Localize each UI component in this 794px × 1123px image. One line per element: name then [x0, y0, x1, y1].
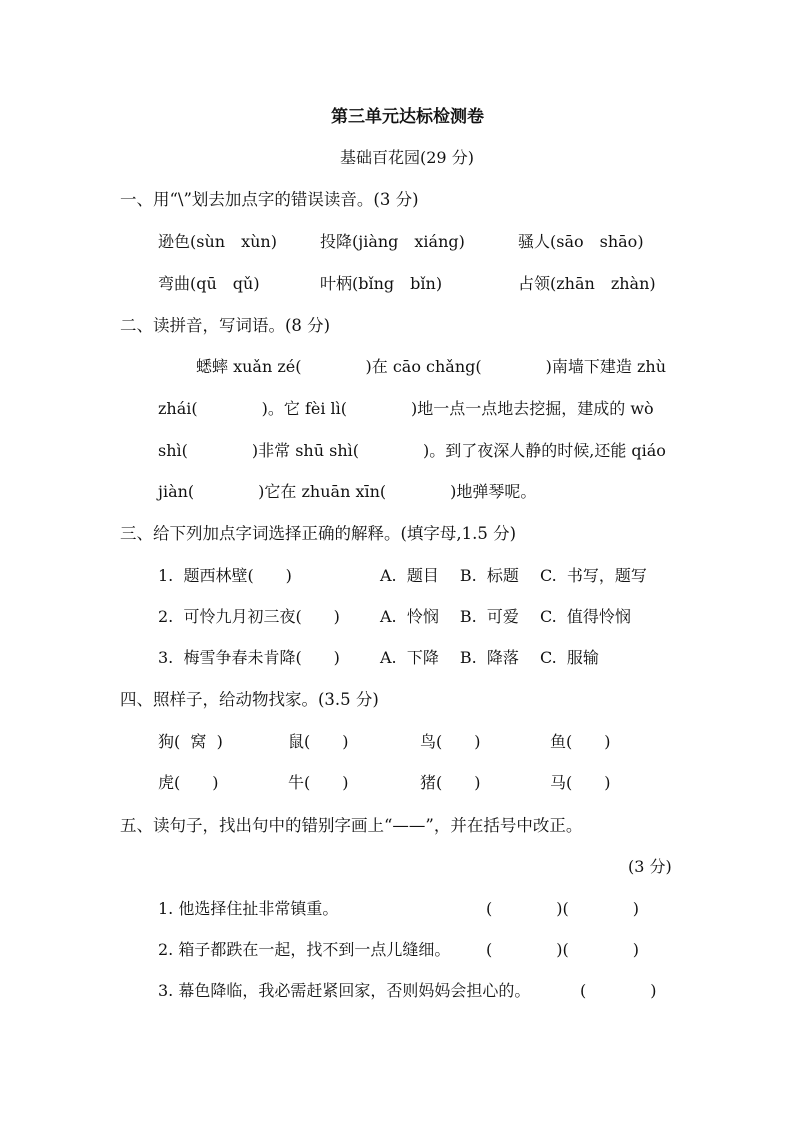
correction-blanks: ( )( ) [486, 940, 639, 959]
section-2-heading: 二、读拼音，写词语。(8 分) [120, 316, 331, 335]
correction-sentence: 2. 箱子都跌在一起，找不到一点儿缝细。 [158, 940, 451, 959]
choice-options: A. 怜悯 B. 可爱 C. 值得怜悯 [380, 607, 631, 626]
section-1-heading: 一、用“\”划去加点字的错误读音。(3 分) [120, 190, 419, 209]
choice-options: A. 下降 B. 降落 C. 服输 [380, 648, 599, 667]
choice-question: 2. 可怜九月初三夜( ) [158, 607, 340, 626]
animal-home-item: 狗( 窝 ) [158, 732, 223, 751]
animal-home-item: 鸟( ) [420, 732, 481, 751]
choice-question: 3. 梅雪争春未肯降( ) [158, 648, 340, 667]
section-3-heading: 三、给下列加点字词选择正确的解释。(填字母,1.5 分) [120, 524, 517, 543]
correction-blanks: ( ) [580, 981, 657, 1000]
animal-home-item: 猪( ) [420, 773, 481, 792]
section-4-heading: 四、照样子，给动物找家。(3.5 分) [120, 690, 379, 709]
correction-sentence: 3. 幕色降临，我必需赶紧回家，否则妈妈会担心的。 [158, 981, 531, 1000]
pinyin-item: 叶柄(bǐng bǐn) [320, 274, 443, 293]
animal-home-item: 虎( ) [158, 773, 219, 792]
animal-home-item: 鼠( ) [288, 732, 349, 751]
animal-home-item: 鱼( ) [550, 732, 611, 751]
choice-options: A. 题目 B. 标题 C. 书写，题写 [380, 566, 647, 585]
pinyin-item: 逊色(sùn xùn) [158, 232, 277, 251]
animal-home-item: 牛( ) [288, 773, 349, 792]
section-5-heading: 五、读句子，找出句中的错别字画上“——”，并在括号中改正。 [120, 816, 583, 835]
passage-line: zhái( )。它 fèi lì( )地一点一点地去挖掘，建成的 wò [158, 399, 654, 418]
choice-question: 1. 题西林壁( ) [158, 566, 292, 585]
page-subtitle: 基础百花园(29 分) [340, 148, 474, 167]
section-5-score: (3 分) [628, 857, 672, 876]
correction-blanks: ( )( ) [486, 899, 639, 918]
passage-line: shì( )非常 shū shì( )。到了夜深人静的时候,还能 qiáo [158, 441, 666, 460]
passage-line: jiàn( )它在 zhuān xīn( )地弹琴呢。 [158, 482, 537, 501]
pinyin-item: 弯曲(qū qǔ) [158, 274, 260, 293]
passage-line: 蟋蟀 xuǎn zé( )在 cāo chǎng( )南墙下建造 zhù [196, 357, 666, 376]
pinyin-item: 骚人(sāo shāo) [518, 232, 644, 251]
page-title: 第三单元达标检测卷 [331, 107, 484, 127]
animal-home-item: 马( ) [550, 773, 611, 792]
pinyin-item: 占领(zhān zhàn) [518, 274, 656, 293]
correction-sentence: 1. 他选择住扯非常镇重。 [158, 899, 339, 918]
pinyin-item: 投降(jiàng xiáng) [320, 232, 465, 251]
